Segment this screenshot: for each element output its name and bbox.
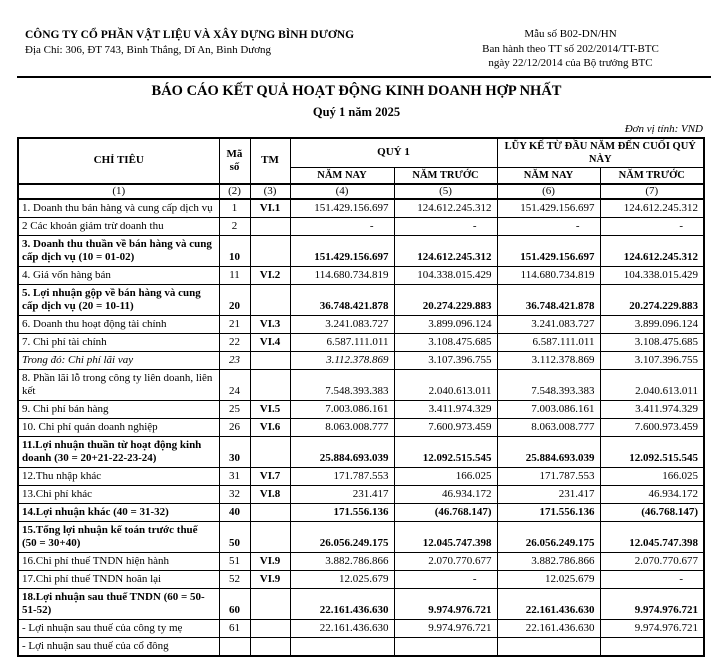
currency-unit-note: Đơn vị tính: VND — [624, 122, 703, 135]
row-note-ref — [250, 370, 290, 401]
row-value: 7.548.393.383 — [497, 370, 600, 401]
row-value: 2.070.770.677 — [600, 553, 704, 571]
row-value: 3.411.974.329 — [600, 401, 704, 419]
col-header-current-year-q: NĂM NAY — [290, 168, 394, 185]
col-header-ma-so — [219, 138, 250, 185]
col-header-prior-year-ytd: NĂM TRƯỚC — [600, 168, 704, 185]
row-value: 3.112.378.869 — [497, 352, 600, 370]
row-label: - Lợi nhuận sau thuế của công ty mẹ — [18, 620, 219, 638]
row-note-ref: VI.7 — [250, 468, 290, 486]
table-row — [18, 419, 704, 437]
row-code: 26 — [219, 419, 250, 437]
row-note-ref: VI.3 — [250, 316, 290, 334]
row-code: 60 — [219, 589, 250, 620]
row-note-ref — [250, 218, 290, 236]
row-value: 12.045.747.398 — [600, 522, 704, 553]
row-label: 9. Chi phí bán hàng — [18, 401, 219, 419]
row-value: 166.025 — [600, 468, 704, 486]
row-value: 171.787.553 — [290, 468, 394, 486]
table-row — [18, 620, 704, 638]
table-row — [18, 285, 704, 316]
row-value: 3.241.083.727 — [497, 316, 600, 334]
row-value: 2.040.613.011 — [600, 370, 704, 401]
table-row — [18, 571, 704, 589]
row-code: 11 — [219, 267, 250, 285]
row-code: 1 — [219, 199, 250, 218]
income-statement-table — [17, 137, 705, 658]
row-value: 3.899.096.124 — [394, 316, 497, 334]
row-value: (46.768.147) — [394, 504, 497, 522]
row-value: 36.748.421.878 — [290, 285, 394, 316]
row-value: 12.025.679 — [290, 571, 394, 589]
row-value: 22.161.436.630 — [497, 589, 600, 620]
row-value: 12.025.679 — [497, 571, 600, 589]
row-label: 18.Lợi nhuận sau thuế TNDN (60 = 50-51-52) — [18, 589, 219, 620]
row-value: 6.587.111.011 — [497, 334, 600, 352]
table-row — [18, 553, 704, 571]
header-row-column-numbers — [18, 184, 704, 199]
row-label: 6. Doanh thu hoạt động tài chính — [18, 316, 219, 334]
row-code: 21 — [219, 316, 250, 334]
row-value: 22.161.436.630 — [290, 589, 394, 620]
row-value: 12.045.747.398 — [394, 522, 497, 553]
row-code: 30 — [219, 437, 250, 468]
row-code: 40 — [219, 504, 250, 522]
row-value: 7.003.086.161 — [290, 401, 394, 419]
row-value: 9.974.976.721 — [394, 589, 497, 620]
table-row — [18, 486, 704, 504]
row-value: 8.063.008.777 — [497, 419, 600, 437]
row-value: 104.338.015.429 — [600, 267, 704, 285]
row-value: (46.768.147) — [600, 504, 704, 522]
row-value: 3.241.083.727 — [290, 316, 394, 334]
row-note-ref — [250, 285, 290, 316]
table-row — [18, 504, 704, 522]
row-code — [219, 638, 250, 657]
row-value: 26.056.249.175 — [497, 522, 600, 553]
row-value: 9.974.976.721 — [394, 620, 497, 638]
row-label: 11.Lợi nhuận thuần từ hoạt động kinh doanh (30 = 20+21-22-23-24) — [18, 437, 219, 468]
row-label: 8. Phần lãi lỗ trong công ty liên doanh, liên kết — [18, 370, 219, 401]
row-value: 3.107.396.755 — [600, 352, 704, 370]
row-value — [600, 638, 704, 657]
row-label: Trong đó: Chi phí lãi vay — [18, 352, 219, 370]
row-value: 7.003.086.161 — [497, 401, 600, 419]
row-label: 14.Lợi nhuận khác (40 = 31-32) — [18, 504, 219, 522]
report-title: BÁO CÁO KẾT QUẢ HOẠT ĐỘNG KINH DOANH HỢP NHẤT — [151, 82, 562, 99]
row-note-ref: VI.4 — [250, 334, 290, 352]
company-name: CÔNG TY CỔ PHẦN VẬT LIỆU VÀ XÂY DỰNG BÌNH DƯƠNG — [25, 29, 355, 41]
row-value: 151.429.156.697 — [497, 199, 600, 218]
form-number: Mẫu số B02-DN/HN — [524, 28, 617, 40]
table-row — [18, 370, 704, 401]
row-note-ref: VI.9 — [250, 553, 290, 571]
row-code: 51 — [219, 553, 250, 571]
col-header-current-year-ytd: NĂM NAY — [497, 168, 600, 185]
row-value: 124.612.245.312 — [600, 199, 704, 218]
row-label: 15.Tổng lợi nhuận kế toán trước thuế (50 = 30+40) — [18, 522, 219, 553]
row-value: 12.092.515.545 — [394, 437, 497, 468]
row-value: 151.429.156.697 — [497, 236, 600, 267]
row-value: - — [600, 218, 704, 236]
row-note-ref: VI.1 — [250, 199, 290, 218]
row-value: 36.748.421.878 — [497, 285, 600, 316]
header-divider — [17, 76, 711, 78]
table-row — [18, 236, 704, 267]
row-code: 2 — [219, 218, 250, 236]
table-row — [18, 522, 704, 553]
row-note-ref — [250, 352, 290, 370]
row-code: 61 — [219, 620, 250, 638]
row-value: 3.411.974.329 — [394, 401, 497, 419]
issued-date-line: ngày 22/12/2014 của Bộ trưởng BTC — [488, 57, 653, 69]
row-value: - — [290, 218, 394, 236]
row-value: 7.600.973.459 — [394, 419, 497, 437]
row-note-ref — [250, 620, 290, 638]
row-value: 7.600.973.459 — [600, 419, 704, 437]
row-value: 22.161.436.630 — [497, 620, 600, 638]
col-header-ma-line1: Mã — [226, 147, 243, 160]
row-value — [497, 638, 600, 657]
row-code: 10 — [219, 236, 250, 267]
table-row — [18, 352, 704, 370]
row-value: 151.429.156.697 — [290, 199, 394, 218]
col-number: (3) — [250, 184, 290, 199]
row-label: 16.Chi phí thuế TNDN hiện hành — [18, 553, 219, 571]
row-value: 2.040.613.011 — [394, 370, 497, 401]
row-label: 7. Chi phí tài chính — [18, 334, 219, 352]
row-value: 22.161.436.630 — [290, 620, 394, 638]
row-value: - — [497, 218, 600, 236]
row-note-ref: VI.6 — [250, 419, 290, 437]
row-value: 166.025 — [394, 468, 497, 486]
letterhead-left — [25, 27, 354, 71]
row-value: 114.680.734.819 — [497, 267, 600, 285]
row-value: 124.612.245.312 — [600, 236, 704, 267]
row-value — [290, 638, 394, 657]
row-value: 20.274.229.883 — [600, 285, 704, 316]
row-note-ref — [250, 589, 290, 620]
table-row — [18, 401, 704, 419]
col-number: (5) — [394, 184, 497, 199]
row-value: 25.884.693.039 — [290, 437, 394, 468]
row-value: 7.548.393.383 — [290, 370, 394, 401]
row-value: 2.070.770.677 — [394, 553, 497, 571]
row-label: 12.Thu nhập khác — [18, 468, 219, 486]
row-note-ref — [250, 437, 290, 468]
col-header-tm: TM — [250, 138, 290, 185]
table-row — [18, 589, 704, 620]
col-group-ytd: LŨY KẾ TỪ ĐẦU NĂM ĐẾN CUỐI QUÝ NÀY — [497, 138, 704, 168]
row-note-ref: VI.5 — [250, 401, 290, 419]
row-value: 124.612.245.312 — [394, 236, 497, 267]
row-value: 46.934.172 — [394, 486, 497, 504]
letterhead-right — [438, 27, 703, 71]
row-code: 32 — [219, 486, 250, 504]
row-label: 1. Doanh thu bán hàng và cung cấp dịch vụ — [18, 199, 219, 218]
col-header-prior-year-q: NĂM TRƯỚC — [394, 168, 497, 185]
row-value: - — [394, 218, 497, 236]
row-note-ref — [250, 236, 290, 267]
table-row — [18, 468, 704, 486]
row-value: 3.107.396.755 — [394, 352, 497, 370]
row-note-ref — [250, 522, 290, 553]
row-note-ref: VI.8 — [250, 486, 290, 504]
row-value: 9.974.976.721 — [600, 589, 704, 620]
row-code: 52 — [219, 571, 250, 589]
row-code: 31 — [219, 468, 250, 486]
row-value: 3.112.378.869 — [290, 352, 394, 370]
col-group-quarter: QUÝ 1 — [290, 138, 497, 168]
row-value: 25.884.693.039 — [497, 437, 600, 468]
header-row-groups — [18, 138, 704, 168]
col-number: (7) — [600, 184, 704, 199]
row-value: 9.974.976.721 — [600, 620, 704, 638]
table-row — [18, 334, 704, 352]
col-number: (4) — [290, 184, 394, 199]
letterhead — [0, 0, 713, 71]
row-value: - — [394, 571, 497, 589]
row-value: 20.274.229.883 — [394, 285, 497, 316]
row-value: 12.092.515.545 — [600, 437, 704, 468]
row-value: 46.934.172 — [600, 486, 704, 504]
row-value: 171.556.136 — [290, 504, 394, 522]
col-header-ma-line2: số — [229, 160, 240, 173]
row-code: 24 — [219, 370, 250, 401]
row-code: 22 — [219, 334, 250, 352]
col-header-chi-tieu: CHỈ TIÊU — [18, 138, 219, 185]
row-value: 151.429.156.697 — [290, 236, 394, 267]
report-period: Quý 1 năm 2025 — [312, 104, 401, 119]
row-note-ref — [250, 504, 290, 522]
row-label: - Lợi nhuận sau thuế của cổ đông — [18, 638, 219, 657]
table-row — [18, 437, 704, 468]
row-value: 124.612.245.312 — [394, 199, 497, 218]
row-label: 4. Giá vốn hàng bán — [18, 267, 219, 285]
row-note-ref: VI.2 — [250, 267, 290, 285]
table-row — [18, 638, 704, 657]
row-label: 3. Doanh thu thuần về bán hàng và cung cấp dịch vụ (10 = 01-02) — [18, 236, 219, 267]
row-note-ref: VI.9 — [250, 571, 290, 589]
table-header — [18, 138, 704, 200]
row-value: 6.587.111.011 — [290, 334, 394, 352]
company-address: Địa Chỉ: 306, ĐT 743, Bình Thắng, Dĩ An, Bình Dương — [25, 44, 272, 56]
row-label: 2 Các khoản giảm trừ doanh thu — [18, 218, 219, 236]
row-value: 3.882.786.866 — [497, 553, 600, 571]
row-value: 231.417 — [290, 486, 394, 504]
row-value: 3.882.786.866 — [290, 553, 394, 571]
table-row — [18, 199, 704, 218]
row-value: - — [600, 571, 704, 589]
row-value: 231.417 — [497, 486, 600, 504]
row-code: 20 — [219, 285, 250, 316]
row-label: 17.Chi phí thuế TNDN hoãn lại — [18, 571, 219, 589]
row-note-ref — [250, 638, 290, 657]
row-value — [394, 638, 497, 657]
col-number: (2) — [219, 184, 250, 199]
row-value: 171.556.136 — [497, 504, 600, 522]
row-code: 23 — [219, 352, 250, 370]
col-number: (6) — [497, 184, 600, 199]
row-value: 8.063.008.777 — [290, 419, 394, 437]
row-value: 3.108.475.685 — [394, 334, 497, 352]
row-code: 50 — [219, 522, 250, 553]
report-table-body — [18, 199, 704, 656]
table-row — [18, 218, 704, 236]
issued-according-line: Ban hành theo TT số 202/2014/TT-BTC — [482, 42, 659, 55]
row-label: 5. Lợi nhuận gộp về bán hàng và cung cấp dịch vụ (20 = 10-11) — [18, 285, 219, 316]
row-label: 10. Chi phí quản doanh nghiệp — [18, 419, 219, 437]
col-number: (1) — [18, 184, 219, 199]
row-label: 13.Chi phí khác — [18, 486, 219, 504]
row-value: 26.056.249.175 — [290, 522, 394, 553]
row-value: 3.108.475.685 — [600, 334, 704, 352]
row-value: 3.899.096.124 — [600, 316, 704, 334]
row-value: 171.787.553 — [497, 468, 600, 486]
table-row — [18, 267, 704, 285]
table-row — [18, 316, 704, 334]
row-value: 114.680.734.819 — [290, 267, 394, 285]
row-code: 25 — [219, 401, 250, 419]
row-value: 104.338.015.429 — [394, 267, 497, 285]
